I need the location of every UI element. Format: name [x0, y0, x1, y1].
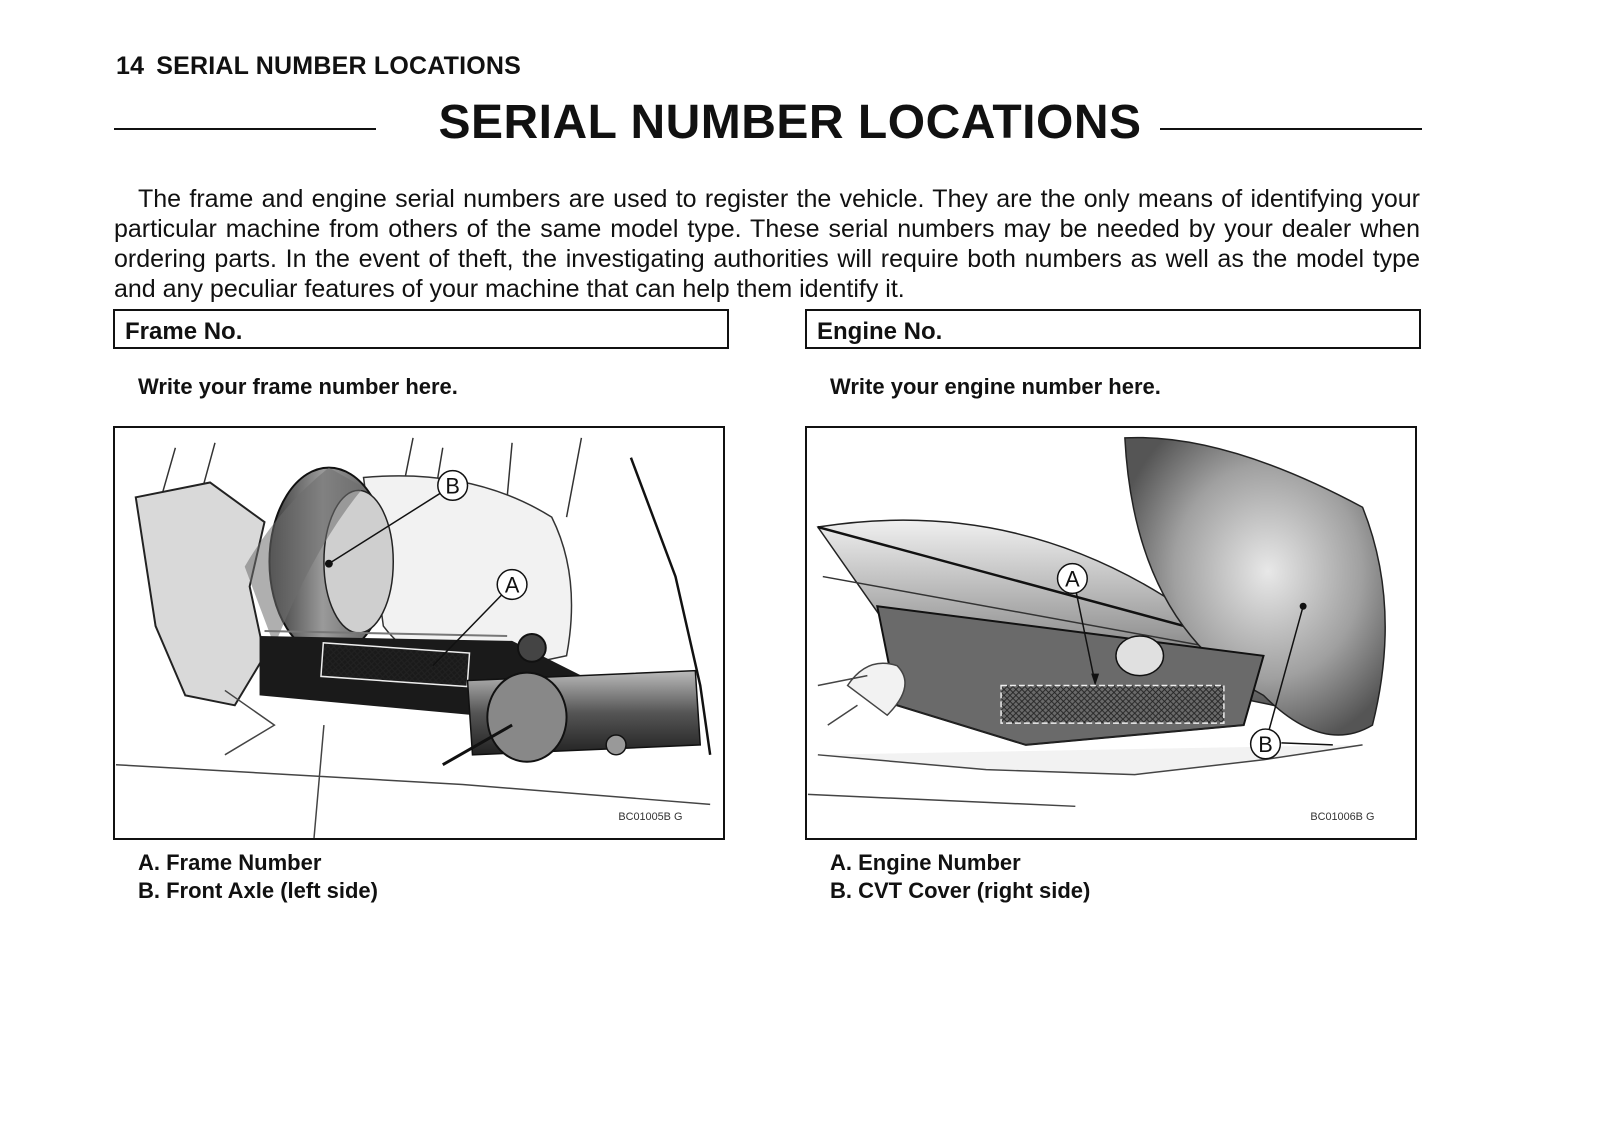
intro-paragraph: The frame and engine serial numbers are used to register the vehicle. They are the only means of identifying your particular machine from others of the same model type. These serial numbers may be needed by your dealer when ordering parts. In the event of theft, the investigating authorities will require both numbers as well as the model type and any peculiar features of your machine that can help them identify it.	[114, 185, 1420, 303]
callout-b-engine	[1251, 729, 1281, 759]
frame-legend-b: B. Front Axle (left side)	[138, 878, 378, 903]
frame-figure	[113, 426, 725, 840]
engine-number-box[interactable]	[805, 309, 1421, 349]
engine-instruction: Write your engine number here.	[830, 374, 1161, 399]
page-number: 14	[116, 52, 145, 80]
engine-legend-b: B. CVT Cover (right side)	[830, 878, 1091, 903]
engine-number-label: Engine No.	[817, 318, 943, 345]
frame-number-label: Frame No.	[125, 318, 243, 345]
page-title: SERIAL NUMBER LOCATIONS	[438, 96, 1142, 149]
frame-number-box[interactable]	[113, 309, 729, 349]
callout-b-letter: B	[445, 473, 460, 499]
running-header-section: SERIAL NUMBER LOCATIONS	[156, 52, 522, 80]
callout-b-frame	[438, 471, 468, 501]
callout-a-frame	[497, 570, 527, 600]
running-header	[116, 52, 521, 81]
callout-b-letter: B	[1258, 731, 1273, 757]
callout-a-letter: A	[1065, 566, 1080, 592]
title-rule-left	[114, 128, 376, 130]
title-rule-right	[1160, 128, 1422, 130]
frame-legend	[138, 849, 378, 905]
frame-instruction: Write your frame number here.	[138, 374, 458, 399]
callout-a-letter: A	[504, 572, 520, 598]
callout-a-engine	[1058, 564, 1088, 594]
frame-illustration	[115, 428, 723, 838]
engine-illustration	[807, 428, 1415, 838]
frame-legend-a: A. Frame Number	[138, 850, 322, 875]
engine-figure-code: BC01006B G	[1310, 811, 1375, 824]
engine-figure	[805, 426, 1417, 840]
engine-legend	[830, 849, 1090, 905]
frame-figure-code: BC01005B G	[618, 811, 683, 824]
engine-legend-a: A. Engine Number	[830, 850, 1021, 875]
